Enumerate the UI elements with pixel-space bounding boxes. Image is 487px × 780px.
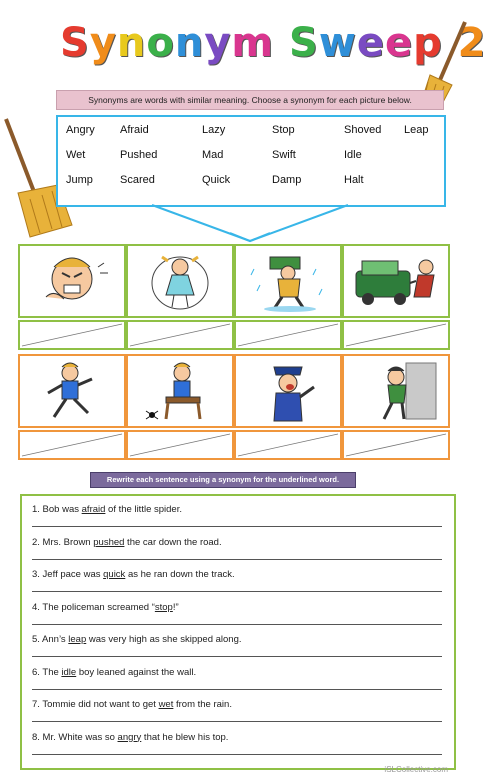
- sentence-text: 8. Mr. White was so: [32, 731, 118, 743]
- word-bank-word: Angry: [66, 124, 95, 136]
- picture-policeman-shouting: [234, 354, 342, 428]
- title-letter: n: [116, 20, 147, 66]
- answer-box[interactable]: [234, 430, 342, 460]
- title-letter: S: [60, 20, 90, 66]
- picture-boy-leaning: [342, 354, 450, 428]
- page-title: [60, 20, 487, 76]
- writing-line[interactable]: [32, 754, 442, 755]
- word-bank-word: Leap: [404, 124, 429, 136]
- boy-leaning-icon: [348, 359, 444, 423]
- title-letter: w: [318, 20, 357, 66]
- diagonal-line-icon: [128, 432, 232, 458]
- boy-on-chair-spider-icon: [132, 359, 228, 423]
- answer-box[interactable]: [342, 320, 450, 350]
- word-bank-word: Swift: [272, 149, 296, 161]
- writing-line[interactable]: [32, 559, 442, 560]
- writing-line[interactable]: [32, 591, 442, 592]
- word-bank-word: Scared: [120, 174, 155, 186]
- word-bank-word: Halt: [344, 174, 364, 186]
- title-letter: e: [384, 20, 414, 66]
- underlined-word: afraid: [81, 504, 106, 515]
- underlined-word: pushed: [93, 536, 125, 548]
- sentence-box: [20, 494, 456, 770]
- sentence-text: that he blew his top.: [141, 731, 229, 743]
- word-bank-word: Pushed: [120, 149, 158, 161]
- intro-banner: Synonyms are words with similar meaning. Choose a synonym for each picture below.: [56, 90, 444, 110]
- title-letter: p: [413, 20, 443, 66]
- underlined-word: wet: [158, 699, 174, 710]
- picture-boy-on-chair-spider: [126, 354, 234, 428]
- diagonal-line-icon: [344, 322, 448, 348]
- person-pushing-car-icon: [348, 249, 444, 313]
- writing-line[interactable]: [32, 656, 442, 657]
- word-bank-word: Stop: [272, 124, 295, 136]
- title-letter: m: [231, 20, 275, 66]
- sentence-text: as he ran down the track.: [125, 569, 235, 580]
- sentence-8: [32, 732, 228, 743]
- title-letter: e: [356, 20, 385, 66]
- sentence-text: 7. Tommie did not want to get: [32, 699, 159, 710]
- sentence-text: the car down the road.: [124, 536, 222, 548]
- word-bank-word: Shoved: [344, 124, 382, 136]
- girl-jump-rope-icon: [132, 249, 228, 313]
- diagonal-line-icon: [20, 322, 124, 348]
- angry-boy-icon: [24, 249, 120, 313]
- diagonal-line-icon: [344, 432, 448, 458]
- sentence-6: [32, 667, 196, 678]
- title-letter: y: [89, 20, 117, 66]
- sentence-text: 3. Jeff pace was: [32, 569, 104, 580]
- sentence-text: was very high as she skipped along.: [86, 634, 242, 645]
- word-bank-word: Wet: [66, 149, 86, 161]
- picture-man-in-rain: [234, 244, 342, 318]
- sentence-text: of the little spider.: [105, 504, 182, 515]
- writing-line[interactable]: [32, 624, 442, 625]
- sentence-text: 6. The: [32, 666, 62, 678]
- underlined-word: quick: [103, 569, 126, 580]
- underlined-word: stop: [154, 601, 173, 613]
- sentence-text: 1. Bob was: [32, 504, 82, 515]
- title-letter: o: [146, 20, 175, 66]
- writing-line[interactable]: [32, 526, 442, 527]
- word-bank-word: Damp: [272, 174, 302, 186]
- sentence-1: [32, 504, 182, 515]
- credit-text: iSLCollective.com: [384, 765, 448, 774]
- answer-box[interactable]: [342, 430, 450, 460]
- underlined-word: angry: [117, 731, 142, 743]
- word-bank-word: Idle: [344, 149, 362, 161]
- underlined-word: leap: [68, 634, 87, 645]
- writing-line[interactable]: [32, 689, 442, 690]
- title-letter: y: [204, 20, 232, 66]
- man-in-rain-icon: [240, 249, 336, 313]
- writing-line[interactable]: [32, 721, 442, 722]
- sentence-4: [32, 602, 179, 613]
- word-bank-word: Mad: [202, 149, 224, 161]
- picture-angry-boy: [18, 244, 126, 318]
- sentence-text: 2. Mrs. Brown: [32, 536, 94, 548]
- title-letter: [274, 20, 289, 66]
- answer-box[interactable]: [126, 320, 234, 350]
- diagonal-line-icon: [236, 322, 340, 348]
- word-bank: [56, 115, 446, 207]
- answer-box[interactable]: [234, 320, 342, 350]
- title-letter: n: [174, 20, 205, 66]
- diagonal-line-icon: [236, 432, 340, 458]
- sentence-text: from the rain.: [173, 699, 232, 710]
- title-letter: 2: [457, 20, 487, 66]
- answer-box[interactable]: [126, 430, 234, 460]
- word-bank-word: Afraid: [120, 124, 149, 136]
- title-letter: S: [289, 20, 319, 66]
- word-bank-word: Lazy: [202, 124, 226, 136]
- diagonal-line-icon: [20, 432, 124, 458]
- picture-person-pushing-car: [342, 244, 450, 318]
- sentence-2: [32, 537, 222, 548]
- sentence-text: 5. Ann’s: [32, 634, 69, 645]
- sentence-3: [32, 569, 235, 580]
- word-bank-word: Quick: [202, 174, 231, 186]
- policeman-shouting-icon: [240, 359, 336, 423]
- running-boy-icon: [24, 359, 120, 423]
- sentence-5: [32, 634, 242, 645]
- answer-box[interactable]: [18, 430, 126, 460]
- sentence-text: !”: [172, 601, 179, 613]
- diagonal-line-icon: [128, 322, 232, 348]
- word-bank-word: Jump: [66, 174, 93, 186]
- underlined-word: idle: [61, 666, 77, 678]
- sentence-text: boy leaned against the wall.: [76, 666, 197, 678]
- picture-girl-jump-rope: [126, 244, 234, 318]
- answer-box[interactable]: [18, 320, 126, 350]
- sentence-text: 4. The policeman screamed “: [32, 601, 155, 613]
- picture-running-boy: [18, 354, 126, 428]
- sentence-7: [32, 699, 232, 710]
- rewrite-instruction: Rewrite each sentence using a synonym for the underlined word.: [90, 472, 356, 488]
- down-arrow-icon: [150, 203, 350, 243]
